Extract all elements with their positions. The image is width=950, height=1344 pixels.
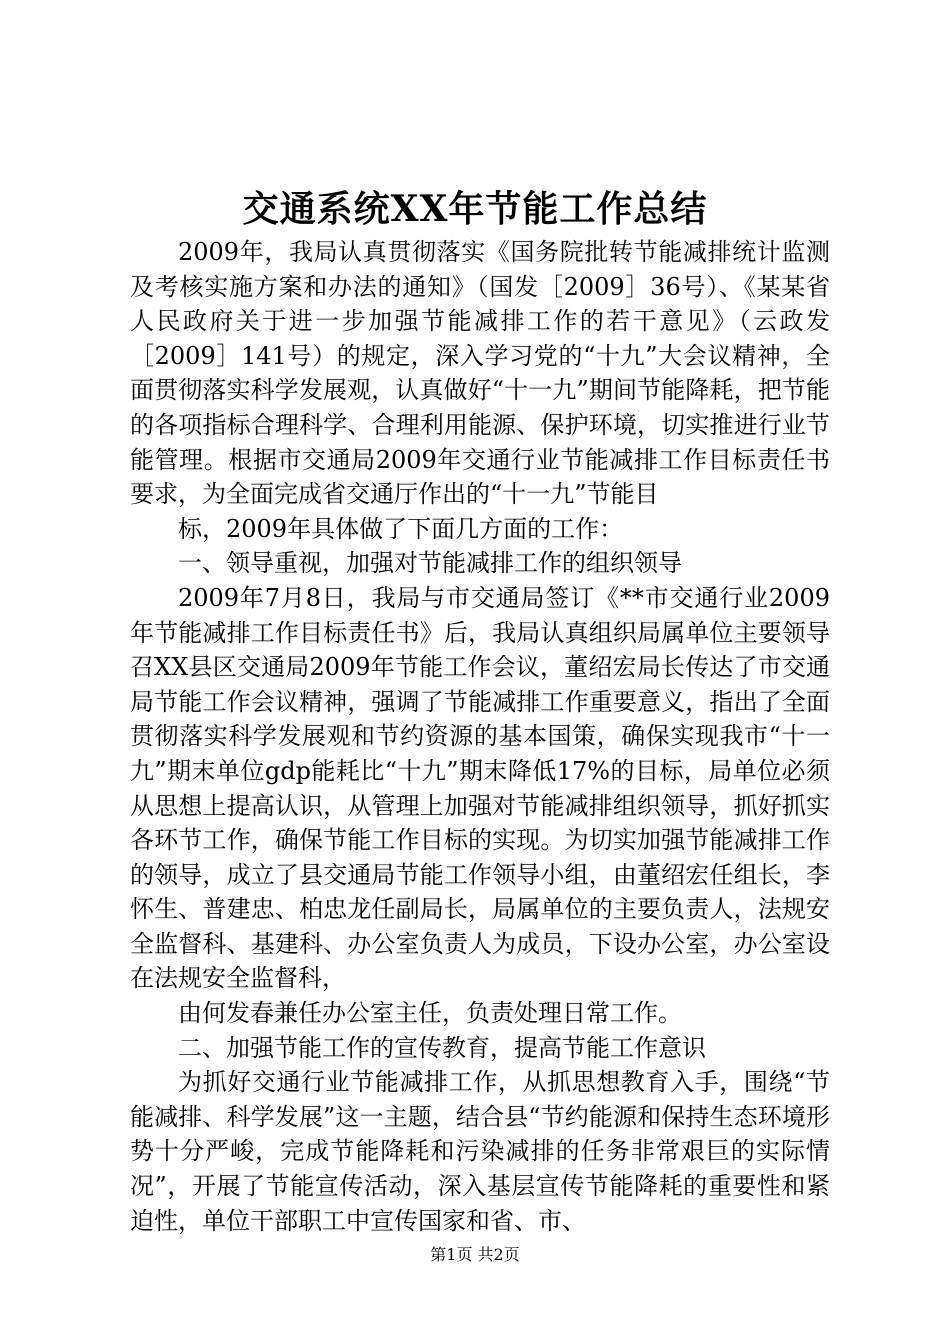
paragraph-leadership: 2009年7月8日，我局与市交通局签订《**市交通行业2009年节能减排工作目标责任书》后，我局认真组织局属单位主要领导召XX县区交通局2009年节能工作会议，董绍宏局长传达了市交通局节能工作会议精神，强调了节能减排工作重要意义，指出了全面贯彻落实科学发展观和节约资源的基本国策，确保实现我市“十一九”期末单位gdp能耗比“十九”期末降低17%的目标，局单位必须从思想上提高认识，从管理上加强对节能减排组织领导，抓好抓实各环节工作，确保节能工作目标的实现。为切实加强节能减排工作的领导，成立了县交通局节能工作领导小组，由董绍宏任组长，李怀生、普建忠、柏忠龙任副局长，局属单位的主要负责人，法规安全监督科、基建科、办公室负责人为成员，下设办公室，办公室设在法规安全监督科， <box>130 583 830 993</box>
document-title: 交通系统XX年节能工作总结 <box>242 188 708 230</box>
page-number-footer: 第1页 共2页 <box>430 1245 520 1264</box>
document-body <box>130 235 830 1238</box>
paragraph-intro: 2009年，我局认真贯彻落实《国务院批转节能减排统计监测及考核实施方案和办法的通知》（国发［2009］36号）、《某某省人民政府关于进一步加强节能减排工作的若干意见》（云政发［2009］141号）的规定，深入学习党的“十九”大会议精神，全面贯彻落实科学发展观，认真做好“十一九”期间节能降耗，把节能的各项指标合理科学、合理利用能源、保护环境，切实推进行业节能管理。根据市交通局2009年交通行业节能减排工作目标责任书要求，为全面完成省交通厅作出的“十一九”节能目 <box>130 238 830 509</box>
paragraph-publicity: 为抓好交通行业节能减排工作，从抓思想教育入手，围绕“节能减排、科学发展”这一主题，结合县“节约能源和保持生态环境形势十分严峻，完成节能降耗和污染减排的任务非常艰巨的实际情况”，开展了节能宣传活动，深入基层宣传节能降耗的重要性和紧迫性，单位干部职工中宣传国家和省、市、 <box>130 1068 830 1235</box>
section-heading-publicity: 二、加强节能工作的宣传教育，提高节能工作意识 <box>178 1033 706 1062</box>
paragraph-intro-continued: 标，2009年具体做了下面几方面的工作： <box>178 514 624 543</box>
section-heading-leadership: 一、领导重视，加强对节能减排工作的组织领导 <box>178 549 682 578</box>
paragraph-leadership-continued: 由何发春兼任办公室主任，负责处理日常工作。 <box>178 999 682 1028</box>
